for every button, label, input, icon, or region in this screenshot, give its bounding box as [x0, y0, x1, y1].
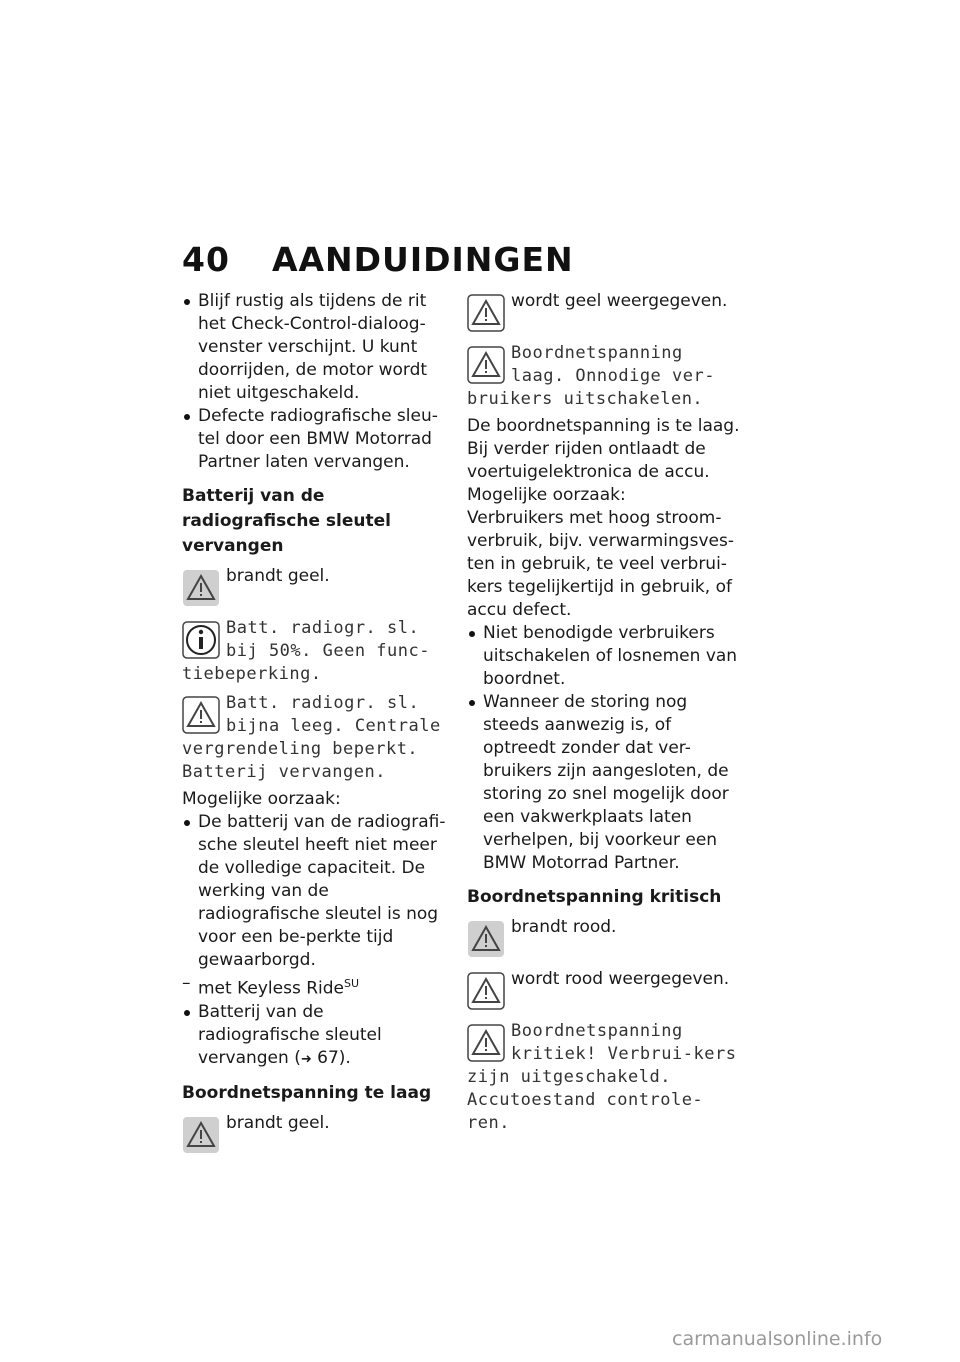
cause-text: Verbruikers met hoog stroom-verbruik, bijv. verwarmingsves-ten in gebruik, te veel verbrui-kers tegelijkertijd in gebruik, of accu defect. [467, 508, 734, 620]
display-message-text: Batt. radiogr. sl. bijna leeg. Centrale vergrendeling beperkt. Batterij vervangen. [182, 693, 441, 782]
list-item [182, 1001, 450, 1071]
indicator-text: wordt geel weergegeven. [511, 291, 728, 311]
list-item: Niet benodigde verbruikers uitschakelen of losnemen van boordnet. [467, 622, 743, 691]
page-reference[interactable]: 67). [317, 1047, 351, 1068]
section-heading: Boordnetspanning te laag [182, 1082, 432, 1103]
indicator-text: brandt geel. [226, 566, 330, 586]
warning-triangle-icon [182, 1116, 220, 1154]
display-message [467, 342, 743, 411]
section-heading: Boordnetspanning kritisch [467, 887, 722, 907]
indicator-text: wordt rood weergegeven. [511, 969, 730, 989]
warning-triangle-icon [467, 294, 505, 332]
indicator-text: brandt geel. [226, 1112, 330, 1133]
dash-text: met Keyless Ride [198, 978, 344, 999]
cause-label: Mogelijke oorzaak: [182, 789, 341, 809]
left-column [182, 290, 450, 1158]
list-item: Blijf rustig als tijdens de rit het Check-Control-dialoog-venster verschijnt. U kunt doorrijden, de motor wordt niet uitgeschakeld. [182, 290, 450, 405]
variant-code: SU [344, 977, 360, 990]
warning-triangle-icon [467, 920, 505, 958]
warning-triangle-icon [467, 1024, 505, 1062]
page-number: 40 [182, 240, 230, 279]
warning-triangle-icon [467, 972, 505, 1010]
list-item: De batterij van de radiografi-sche sleutel heeft niet meer de volledige capaciteit. De werking van de radiografische sleutel is nog voor een be-perkte tijd gewaarborgd. [182, 811, 450, 972]
list-item-text: Batterij van de radiografische sleutel vervangen ( [198, 1001, 382, 1068]
info-icon [182, 621, 220, 659]
indicator-text: brandt rood. [511, 917, 617, 937]
arrow-right-icon: ➜ [300, 1051, 312, 1067]
display-message [182, 617, 450, 686]
display-message-text: Boordnetspanning kritiek! Verbrui-kers zijn uitgeschakeld. Accutoestand controle-ren. [467, 1021, 737, 1133]
indicator-row [182, 1112, 450, 1158]
indicator-row [467, 290, 743, 336]
description: De boordnetspanning is te laag. Bij verder rijden ontlaadt de voertuigelektronica de accu. [467, 416, 740, 482]
display-message [182, 692, 450, 784]
display-message-text: Batt. radiogr. sl. bij 50%. Geen func-tiebeperking. [182, 618, 430, 684]
indicator-row [182, 565, 450, 611]
indicator-row [467, 916, 743, 962]
dash-item [182, 972, 450, 1001]
list-item: Wanneer de storing nog steeds aanwezig is, of optreedt zonder dat ver-bruikers zijn aangesloten, de storing zo snel mogelijk door een vakwerkplaats laten verhelpen, bij voorkeur een BMW Motorrad Partner. [467, 691, 743, 875]
display-message [467, 1020, 743, 1135]
section-heading: Batterij van de radiografische sleutel vervangen [182, 486, 391, 556]
indicator-row [467, 968, 743, 1014]
watermark: carmanualsonline.info [672, 1328, 883, 1350]
warning-triangle-icon [182, 696, 220, 734]
cause-label: Mogelijke oorzaak: [467, 485, 626, 505]
right-column [467, 290, 743, 1135]
list-item: Defecte radiografische sleu-tel door een BMW Motorrad Partner laten vervangen. [182, 405, 450, 474]
warning-triangle-icon [182, 569, 220, 607]
warning-triangle-icon [467, 346, 505, 384]
display-message-text: Boordnetspanning laag. Onnodige ver-bruikers uitschakelen. [467, 343, 715, 409]
page-header [182, 240, 574, 280]
page-title: AANDUIDINGEN [271, 240, 574, 279]
